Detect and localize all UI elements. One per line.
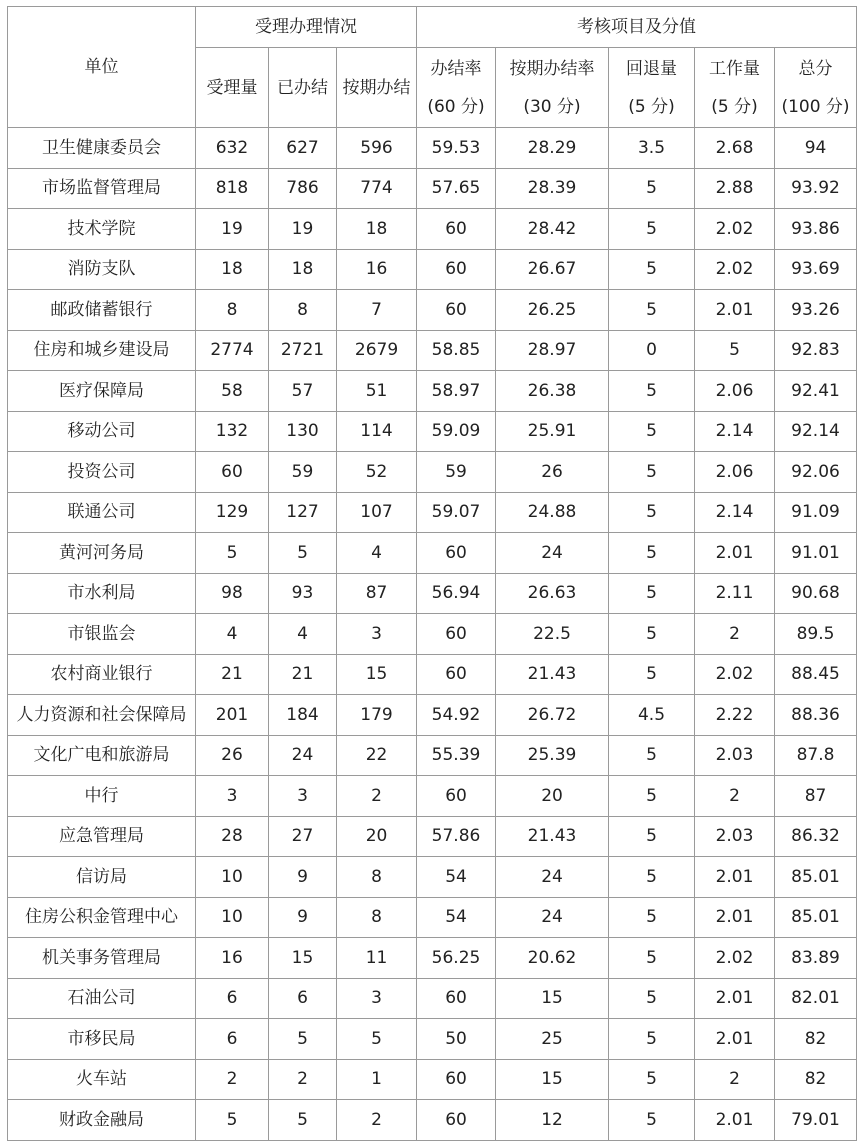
cell-unit-name: 消防支队 bbox=[8, 249, 196, 290]
header-col-completed: 已办结 bbox=[269, 48, 337, 128]
cell-accepted: 632 bbox=[196, 128, 269, 169]
cell-ontime-rate: 21.43 bbox=[496, 654, 609, 695]
cell-completed: 21 bbox=[269, 654, 337, 695]
table-row bbox=[8, 452, 857, 493]
cell-accepted: 26 bbox=[196, 735, 269, 776]
cell-ontime-completed: 8 bbox=[337, 897, 417, 938]
cell-workload: 2 bbox=[695, 614, 775, 655]
cell-completed: 15 bbox=[269, 938, 337, 979]
cell-ontime-rate: 26.25 bbox=[496, 290, 609, 331]
cell-completion-rate: 60 bbox=[417, 209, 496, 250]
cell-accepted: 98 bbox=[196, 573, 269, 614]
cell-completion-rate: 58.97 bbox=[417, 371, 496, 412]
cell-workload: 2 bbox=[695, 776, 775, 817]
cell-ontime-completed: 3 bbox=[337, 978, 417, 1019]
table-row bbox=[8, 330, 857, 371]
table-row bbox=[8, 735, 857, 776]
cell-completed: 9 bbox=[269, 857, 337, 898]
cell-completed: 5 bbox=[269, 533, 337, 574]
cell-unit-name: 卫生健康委员会 bbox=[8, 128, 196, 169]
cell-returns: 5 bbox=[609, 249, 695, 290]
table-row bbox=[8, 209, 857, 250]
cell-returns: 3.5 bbox=[609, 128, 695, 169]
table-row bbox=[8, 1019, 857, 1060]
table-row bbox=[8, 695, 857, 736]
cell-returns: 5 bbox=[609, 452, 695, 493]
cell-ontime-rate: 24 bbox=[496, 533, 609, 574]
cell-total-score: 85.01 bbox=[775, 857, 857, 898]
cell-completed: 24 bbox=[269, 735, 337, 776]
assessment-table bbox=[7, 6, 857, 1141]
cell-ontime-completed: 179 bbox=[337, 695, 417, 736]
header-col-workload bbox=[695, 48, 775, 128]
cell-completion-rate: 60 bbox=[417, 1100, 496, 1141]
cell-ontime-rate: 12 bbox=[496, 1100, 609, 1141]
cell-completion-rate: 59.53 bbox=[417, 128, 496, 169]
cell-completion-rate: 59.09 bbox=[417, 411, 496, 452]
header-col-accepted: 受理量 bbox=[196, 48, 269, 128]
cell-total-score: 79.01 bbox=[775, 1100, 857, 1141]
cell-completed: 18 bbox=[269, 249, 337, 290]
cell-completion-rate: 60 bbox=[417, 776, 496, 817]
table-row bbox=[8, 411, 857, 452]
cell-workload: 2.01 bbox=[695, 978, 775, 1019]
cell-completion-rate: 60 bbox=[417, 978, 496, 1019]
cell-completed: 184 bbox=[269, 695, 337, 736]
header-col-returns-score: (5 分) bbox=[628, 96, 675, 117]
cell-workload: 2.14 bbox=[695, 492, 775, 533]
cell-accepted: 6 bbox=[196, 1019, 269, 1060]
cell-ontime-completed: 4 bbox=[337, 533, 417, 574]
cell-accepted: 5 bbox=[196, 1100, 269, 1141]
cell-workload: 2.01 bbox=[695, 897, 775, 938]
table-row bbox=[8, 978, 857, 1019]
cell-unit-name: 市移民局 bbox=[8, 1019, 196, 1060]
cell-accepted: 10 bbox=[196, 897, 269, 938]
cell-unit-name: 医疗保障局 bbox=[8, 371, 196, 412]
cell-completion-rate: 60 bbox=[417, 1059, 496, 1100]
table-row bbox=[8, 492, 857, 533]
cell-completed: 3 bbox=[269, 776, 337, 817]
cell-ontime-completed: 51 bbox=[337, 371, 417, 412]
cell-accepted: 201 bbox=[196, 695, 269, 736]
cell-completed: 130 bbox=[269, 411, 337, 452]
cell-ontime-completed: 20 bbox=[337, 816, 417, 857]
cell-returns: 5 bbox=[609, 614, 695, 655]
cell-total-score: 88.36 bbox=[775, 695, 857, 736]
cell-workload: 2.06 bbox=[695, 452, 775, 493]
cell-accepted: 16 bbox=[196, 938, 269, 979]
cell-workload: 2.03 bbox=[695, 735, 775, 776]
cell-ontime-completed: 87 bbox=[337, 573, 417, 614]
cell-total-score: 83.89 bbox=[775, 938, 857, 979]
cell-completion-rate: 57.65 bbox=[417, 168, 496, 209]
cell-completed: 6 bbox=[269, 978, 337, 1019]
cell-ontime-completed: 16 bbox=[337, 249, 417, 290]
cell-accepted: 132 bbox=[196, 411, 269, 452]
cell-workload: 2.01 bbox=[695, 1019, 775, 1060]
table-row bbox=[8, 897, 857, 938]
table-row bbox=[8, 371, 857, 412]
table-row bbox=[8, 128, 857, 169]
cell-completed: 127 bbox=[269, 492, 337, 533]
header-col-workload-title: 工作量 bbox=[709, 58, 761, 79]
table-row bbox=[8, 938, 857, 979]
cell-ontime-completed: 7 bbox=[337, 290, 417, 331]
cell-returns: 5 bbox=[609, 938, 695, 979]
cell-completed: 9 bbox=[269, 897, 337, 938]
table-row bbox=[8, 1059, 857, 1100]
cell-ontime-rate: 25.91 bbox=[496, 411, 609, 452]
cell-returns: 5 bbox=[609, 492, 695, 533]
table-body bbox=[8, 128, 857, 1141]
cell-returns: 5 bbox=[609, 1100, 695, 1141]
cell-completed: 2 bbox=[269, 1059, 337, 1100]
header-col-ontime-rate-score: (30 分) bbox=[523, 96, 581, 117]
cell-completion-rate: 60 bbox=[417, 533, 496, 574]
table-row bbox=[8, 573, 857, 614]
cell-completed: 4 bbox=[269, 614, 337, 655]
cell-completion-rate: 58.85 bbox=[417, 330, 496, 371]
cell-accepted: 10 bbox=[196, 857, 269, 898]
table-row bbox=[8, 654, 857, 695]
cell-returns: 5 bbox=[609, 209, 695, 250]
cell-unit-name: 住房和城乡建设局 bbox=[8, 330, 196, 371]
cell-returns: 5 bbox=[609, 857, 695, 898]
cell-accepted: 6 bbox=[196, 978, 269, 1019]
cell-unit-name: 市场监督管理局 bbox=[8, 168, 196, 209]
cell-completed: 627 bbox=[269, 128, 337, 169]
table-row bbox=[8, 1100, 857, 1141]
cell-unit-name: 信访局 bbox=[8, 857, 196, 898]
cell-unit-name: 机关事务管理局 bbox=[8, 938, 196, 979]
cell-workload: 2.02 bbox=[695, 209, 775, 250]
cell-ontime-rate: 24 bbox=[496, 897, 609, 938]
cell-workload: 2.06 bbox=[695, 371, 775, 412]
cell-ontime-rate: 26.72 bbox=[496, 695, 609, 736]
cell-unit-name: 文化广电和旅游局 bbox=[8, 735, 196, 776]
cell-completion-rate: 50 bbox=[417, 1019, 496, 1060]
cell-workload: 2.02 bbox=[695, 654, 775, 695]
cell-completed: 27 bbox=[269, 816, 337, 857]
cell-accepted: 2 bbox=[196, 1059, 269, 1100]
cell-workload: 2.14 bbox=[695, 411, 775, 452]
cell-accepted: 21 bbox=[196, 654, 269, 695]
cell-completed: 5 bbox=[269, 1100, 337, 1141]
cell-completion-rate: 54.92 bbox=[417, 695, 496, 736]
cell-ontime-rate: 20.62 bbox=[496, 938, 609, 979]
cell-total-score: 93.69 bbox=[775, 249, 857, 290]
cell-workload: 2.01 bbox=[695, 1100, 775, 1141]
cell-completion-rate: 59 bbox=[417, 452, 496, 493]
cell-returns: 5 bbox=[609, 411, 695, 452]
cell-returns: 0 bbox=[609, 330, 695, 371]
cell-completed: 2721 bbox=[269, 330, 337, 371]
cell-unit-name: 财政金融局 bbox=[8, 1100, 196, 1141]
cell-ontime-rate: 25.39 bbox=[496, 735, 609, 776]
cell-ontime-completed: 8 bbox=[337, 857, 417, 898]
cell-ontime-completed: 774 bbox=[337, 168, 417, 209]
cell-ontime-completed: 2 bbox=[337, 776, 417, 817]
cell-accepted: 818 bbox=[196, 168, 269, 209]
cell-returns: 5 bbox=[609, 816, 695, 857]
cell-total-score: 93.92 bbox=[775, 168, 857, 209]
cell-ontime-rate: 25 bbox=[496, 1019, 609, 1060]
table-row bbox=[8, 614, 857, 655]
cell-unit-name: 石油公司 bbox=[8, 978, 196, 1019]
cell-total-score: 91.09 bbox=[775, 492, 857, 533]
header-col-completion-rate-title: 办结率 bbox=[430, 58, 482, 79]
cell-completed: 59 bbox=[269, 452, 337, 493]
cell-ontime-completed: 114 bbox=[337, 411, 417, 452]
cell-workload: 2.01 bbox=[695, 533, 775, 574]
cell-workload: 2.88 bbox=[695, 168, 775, 209]
cell-unit-name: 市银监会 bbox=[8, 614, 196, 655]
cell-completion-rate: 56.25 bbox=[417, 938, 496, 979]
cell-ontime-completed: 107 bbox=[337, 492, 417, 533]
cell-completion-rate: 56.94 bbox=[417, 573, 496, 614]
cell-completion-rate: 60 bbox=[417, 614, 496, 655]
header-col-returns-title: 回退量 bbox=[626, 58, 678, 79]
header-col-total-title: 总分 bbox=[798, 58, 833, 79]
cell-completed: 8 bbox=[269, 290, 337, 331]
cell-workload: 2.01 bbox=[695, 857, 775, 898]
cell-workload: 5 bbox=[695, 330, 775, 371]
cell-ontime-completed: 5 bbox=[337, 1019, 417, 1060]
cell-returns: 5 bbox=[609, 168, 695, 209]
cell-completion-rate: 54 bbox=[417, 857, 496, 898]
table-row bbox=[8, 776, 857, 817]
header-col-total bbox=[775, 48, 857, 128]
cell-ontime-completed: 22 bbox=[337, 735, 417, 776]
cell-unit-name: 应急管理局 bbox=[8, 816, 196, 857]
table-row bbox=[8, 249, 857, 290]
cell-unit-name: 火车站 bbox=[8, 1059, 196, 1100]
table-row bbox=[8, 533, 857, 574]
cell-completion-rate: 59.07 bbox=[417, 492, 496, 533]
cell-total-score: 92.06 bbox=[775, 452, 857, 493]
cell-completed: 93 bbox=[269, 573, 337, 614]
cell-unit-name: 投资公司 bbox=[8, 452, 196, 493]
cell-ontime-completed: 2 bbox=[337, 1100, 417, 1141]
header-col-returns bbox=[609, 48, 695, 128]
header-group-handling: 受理办理情况 bbox=[196, 7, 417, 48]
cell-completed: 57 bbox=[269, 371, 337, 412]
cell-ontime-rate: 28.39 bbox=[496, 168, 609, 209]
cell-accepted: 58 bbox=[196, 371, 269, 412]
cell-accepted: 5 bbox=[196, 533, 269, 574]
cell-total-score: 87.8 bbox=[775, 735, 857, 776]
cell-accepted: 129 bbox=[196, 492, 269, 533]
header-group-assessment: 考核项目及分值 bbox=[417, 7, 857, 48]
cell-returns: 5 bbox=[609, 290, 695, 331]
header-col-ontime-completed: 按期办结 bbox=[337, 48, 417, 128]
cell-ontime-completed: 11 bbox=[337, 938, 417, 979]
cell-returns: 5 bbox=[609, 1059, 695, 1100]
cell-completion-rate: 60 bbox=[417, 654, 496, 695]
cell-workload: 2.02 bbox=[695, 938, 775, 979]
cell-total-score: 90.68 bbox=[775, 573, 857, 614]
cell-workload: 2.02 bbox=[695, 249, 775, 290]
cell-accepted: 4 bbox=[196, 614, 269, 655]
cell-accepted: 8 bbox=[196, 290, 269, 331]
header-col-workload-score: (5 分) bbox=[711, 96, 758, 117]
header-col-ontime-rate-title: 按期办结率 bbox=[509, 58, 595, 79]
header-unit: 单位 bbox=[8, 7, 196, 128]
cell-returns: 5 bbox=[609, 654, 695, 695]
cell-unit-name: 市水利局 bbox=[8, 573, 196, 614]
cell-completion-rate: 60 bbox=[417, 290, 496, 331]
cell-completed: 786 bbox=[269, 168, 337, 209]
cell-total-score: 94 bbox=[775, 128, 857, 169]
cell-total-score: 85.01 bbox=[775, 897, 857, 938]
cell-unit-name: 中行 bbox=[8, 776, 196, 817]
cell-accepted: 60 bbox=[196, 452, 269, 493]
cell-returns: 5 bbox=[609, 573, 695, 614]
cell-ontime-rate: 26.38 bbox=[496, 371, 609, 412]
cell-returns: 5 bbox=[609, 533, 695, 574]
cell-unit-name: 移动公司 bbox=[8, 411, 196, 452]
cell-unit-name: 黄河河务局 bbox=[8, 533, 196, 574]
cell-workload: 2 bbox=[695, 1059, 775, 1100]
cell-ontime-rate: 24.88 bbox=[496, 492, 609, 533]
cell-accepted: 2774 bbox=[196, 330, 269, 371]
cell-total-score: 82 bbox=[775, 1059, 857, 1100]
cell-returns: 5 bbox=[609, 978, 695, 1019]
table-row bbox=[8, 816, 857, 857]
cell-unit-name: 联通公司 bbox=[8, 492, 196, 533]
cell-workload: 2.03 bbox=[695, 816, 775, 857]
header-col-total-score: (100 分) bbox=[781, 96, 850, 117]
cell-accepted: 28 bbox=[196, 816, 269, 857]
cell-ontime-rate: 20 bbox=[496, 776, 609, 817]
cell-ontime-completed: 52 bbox=[337, 452, 417, 493]
cell-total-score: 82 bbox=[775, 1019, 857, 1060]
cell-completed: 5 bbox=[269, 1019, 337, 1060]
cell-completion-rate: 60 bbox=[417, 249, 496, 290]
cell-ontime-rate: 28.42 bbox=[496, 209, 609, 250]
cell-total-score: 88.45 bbox=[775, 654, 857, 695]
cell-ontime-rate: 26.63 bbox=[496, 573, 609, 614]
table-row bbox=[8, 168, 857, 209]
cell-ontime-completed: 2679 bbox=[337, 330, 417, 371]
cell-ontime-rate: 22.5 bbox=[496, 614, 609, 655]
cell-workload: 2.68 bbox=[695, 128, 775, 169]
cell-ontime-completed: 3 bbox=[337, 614, 417, 655]
cell-unit-name: 农村商业银行 bbox=[8, 654, 196, 695]
cell-returns: 5 bbox=[609, 371, 695, 412]
cell-accepted: 19 bbox=[196, 209, 269, 250]
table-row bbox=[8, 857, 857, 898]
cell-returns: 5 bbox=[609, 897, 695, 938]
header-col-completion-rate-score: (60 分) bbox=[427, 96, 485, 117]
cell-total-score: 87 bbox=[775, 776, 857, 817]
cell-accepted: 18 bbox=[196, 249, 269, 290]
cell-accepted: 3 bbox=[196, 776, 269, 817]
cell-returns: 5 bbox=[609, 776, 695, 817]
cell-ontime-rate: 26.67 bbox=[496, 249, 609, 290]
cell-total-score: 86.32 bbox=[775, 816, 857, 857]
cell-ontime-rate: 24 bbox=[496, 857, 609, 898]
cell-total-score: 89.5 bbox=[775, 614, 857, 655]
cell-ontime-rate: 15 bbox=[496, 978, 609, 1019]
header-col-ontime-rate bbox=[496, 48, 609, 128]
cell-total-score: 92.14 bbox=[775, 411, 857, 452]
cell-ontime-completed: 1 bbox=[337, 1059, 417, 1100]
cell-ontime-rate: 21.43 bbox=[496, 816, 609, 857]
cell-ontime-rate: 26 bbox=[496, 452, 609, 493]
cell-completed: 19 bbox=[269, 209, 337, 250]
cell-ontime-rate: 28.97 bbox=[496, 330, 609, 371]
cell-ontime-rate: 15 bbox=[496, 1059, 609, 1100]
cell-workload: 2.01 bbox=[695, 290, 775, 331]
cell-completion-rate: 54 bbox=[417, 897, 496, 938]
cell-ontime-completed: 18 bbox=[337, 209, 417, 250]
header-col-completion-rate bbox=[417, 48, 496, 128]
cell-total-score: 93.86 bbox=[775, 209, 857, 250]
cell-returns: 5 bbox=[609, 735, 695, 776]
cell-completion-rate: 55.39 bbox=[417, 735, 496, 776]
cell-workload: 2.11 bbox=[695, 573, 775, 614]
cell-returns: 4.5 bbox=[609, 695, 695, 736]
cell-total-score: 93.26 bbox=[775, 290, 857, 331]
table-row bbox=[8, 290, 857, 331]
cell-completion-rate: 57.86 bbox=[417, 816, 496, 857]
cell-ontime-completed: 596 bbox=[337, 128, 417, 169]
cell-total-score: 92.41 bbox=[775, 371, 857, 412]
cell-total-score: 92.83 bbox=[775, 330, 857, 371]
cell-workload: 2.22 bbox=[695, 695, 775, 736]
cell-unit-name: 住房公积金管理中心 bbox=[8, 897, 196, 938]
cell-unit-name: 技术学院 bbox=[8, 209, 196, 250]
cell-returns: 5 bbox=[609, 1019, 695, 1060]
cell-unit-name: 邮政储蓄银行 bbox=[8, 290, 196, 331]
cell-ontime-completed: 15 bbox=[337, 654, 417, 695]
cell-total-score: 91.01 bbox=[775, 533, 857, 574]
cell-unit-name: 人力资源和社会保障局 bbox=[8, 695, 196, 736]
cell-ontime-rate: 28.29 bbox=[496, 128, 609, 169]
cell-total-score: 82.01 bbox=[775, 978, 857, 1019]
